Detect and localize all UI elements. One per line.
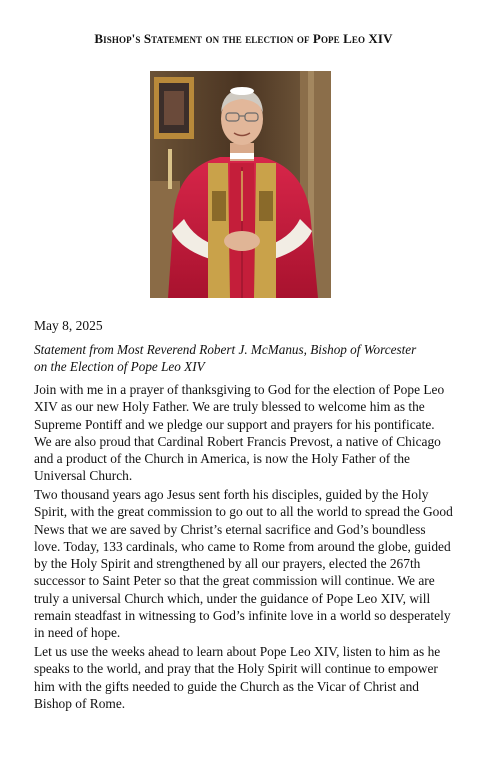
paragraph-1: Join with me in a prayer of thanksgiving to God for the election of Pope Leo XIV as our new Holy Father. We are truly blessed to welcome him as the Supreme Pontiff and we pledge our support and prayers for his pontificate. We are also proud that Cardinal Robert Francis Prevost, a native of Chicago and a product of the Church in America, is now the Holy Father of the Universal Church. (34, 382, 445, 484)
subtitle-line-2: on the Election of Pope Leo XIV (34, 359, 205, 374)
paragraph-3: Let us use the weeks ahead to learn about Pope Leo XIV, listen to him as he speaks to the world, and pray that the Holy Spirit will continue to empower him with the gifts needed to guide the Church as the Vicar of Christ and Bishop of Rome. (34, 644, 441, 711)
statement-date: May 8, 2025 (34, 318, 103, 333)
paragraph-2: Two thousand years ago Jesus sent forth his disciples, guided by the Holy Spirit, with the great commission to go out to all the world to spread the Good News that we are saved by Christ’s eternal sacrifice and God’s boundless love. Today, 133 cardinals, who came to Rome from around the globe, guided by the Holy Spirit and strengthened by all our prayers, elected the 267th successor to Saint Peter so that the great commission will continue. We are truly a universal Church which, under the guidance of Pope Leo XIV, will remain steadfast in witnessing to God’s infinite love in a world so desperately in need of hope. (34, 487, 453, 641)
portrait-illustration (150, 71, 331, 298)
portrait-photo (150, 71, 331, 298)
statement-subtitle (34, 341, 454, 375)
page-title: Bishop's Statement on the election of Pope Leo XIV (94, 31, 393, 46)
subtitle-line-1: Statement from Most Reverend Robert J. McManus, Bishop of Worcester (34, 342, 417, 357)
